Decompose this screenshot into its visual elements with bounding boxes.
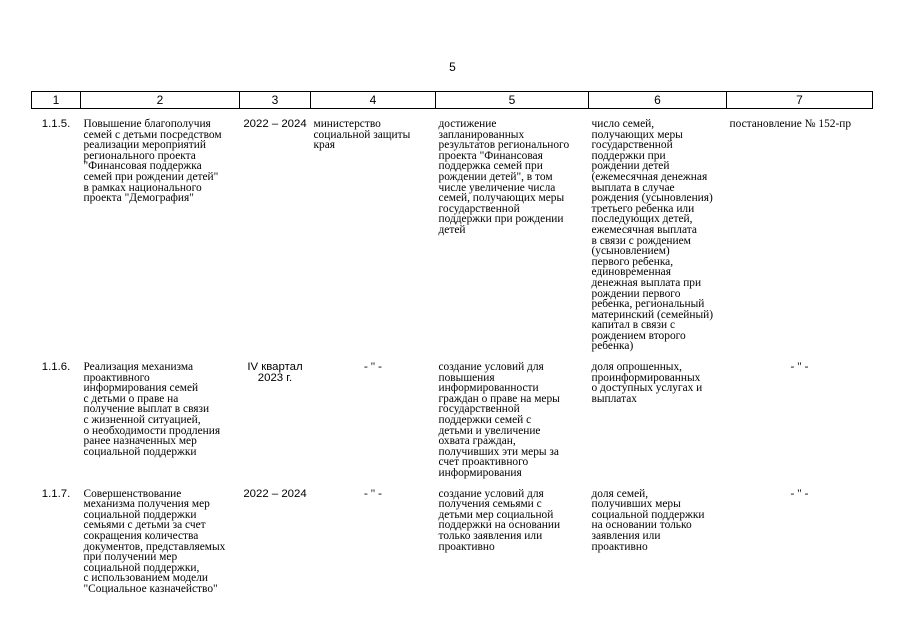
- period: 2022 – 2024: [243, 487, 307, 500]
- indicator: доля семей, получивших меры социальной поддержки на основании только заявления или проактивно: [591, 487, 705, 553]
- row-number: 1.1.7.: [41, 487, 71, 500]
- col-header-6: 6: [589, 92, 727, 109]
- basis-document: - " -: [790, 487, 809, 500]
- expected-result: достижение запланированных результатов регионального проекта "Финансовая поддержка семей при рождении детей", в том числе увеличение числа семей, получающих меры государственной поддержки при рождении детей: [438, 118, 570, 236]
- col-header-5: 5: [436, 92, 589, 109]
- basis-document: постановление № 152-пр: [729, 118, 852, 130]
- table-row: [32, 479, 873, 595]
- measure-name: Реализация механизма проактивного информирования семей с детьми о праве на получение выплат в связи с жизненной ситуацией, о необходимости продления ранее назначенных мер социальной поддержки: [83, 361, 221, 458]
- measure-name: Совершенствование механизма получения мер социальной поддержки семьями с детьми за счет сокращения количества документов, представляемых при получении мер социальной поддержки, с использованием модели "Социальное казначейство": [83, 487, 226, 595]
- table-row: [32, 352, 873, 479]
- column-number-row: [32, 92, 873, 109]
- row-number: 1.1.5.: [41, 118, 71, 130]
- executor: - " -: [364, 487, 382, 500]
- col-header-2: 2: [81, 92, 240, 109]
- col-header-1: 1: [32, 92, 81, 109]
- page-number: 5: [449, 60, 456, 74]
- col-header-4: 4: [311, 92, 436, 109]
- measures-table: [31, 91, 873, 595]
- basis-document: - " -: [790, 361, 809, 374]
- col-header-7: 7: [727, 92, 873, 109]
- expected-result: создание условий для получения семьями с детьми мер социальной поддержки на основании только заявления или проактивно: [438, 487, 561, 553]
- period: 2022 – 2024: [243, 118, 307, 130]
- executor: министерство социальной защиты края: [313, 118, 411, 152]
- executor: - " -: [364, 361, 382, 374]
- expected-result: создание условий для повышения информированности граждан о праве на меры государственной поддержки семей с детьми и увеличение охвата граждан, получивших эти меры за счет проактивного информирования: [438, 361, 560, 479]
- indicator: доля опрошенных, проинформированных о доступных услугах и выплатах: [591, 361, 703, 405]
- measure-name: Повышение благополучия семей с детьми посредством реализации мероприятий регионального проекта "Финансовая поддержка семей при рождении детей" в рамках национального проекта "Демография": [83, 118, 222, 205]
- table-row: [32, 109, 873, 353]
- indicator: число семей, получающих меры государственной поддержки при рождении детей (ежемесячная денежная выплата в случае рождения (усыновления) третьего ребенка или последующих детей, ежемесячная выплата в связи с рождением (усыновлением) первого ребенка, единовременная денежная выплата при рождении первого ребенка, региональный материнский (семейный) капитал в связи с рождением второго ребенка): [591, 118, 713, 353]
- row-number: 1.1.6.: [41, 361, 71, 374]
- period: IV квартал 2023 г.: [247, 361, 303, 384]
- col-header-3: 3: [240, 92, 311, 109]
